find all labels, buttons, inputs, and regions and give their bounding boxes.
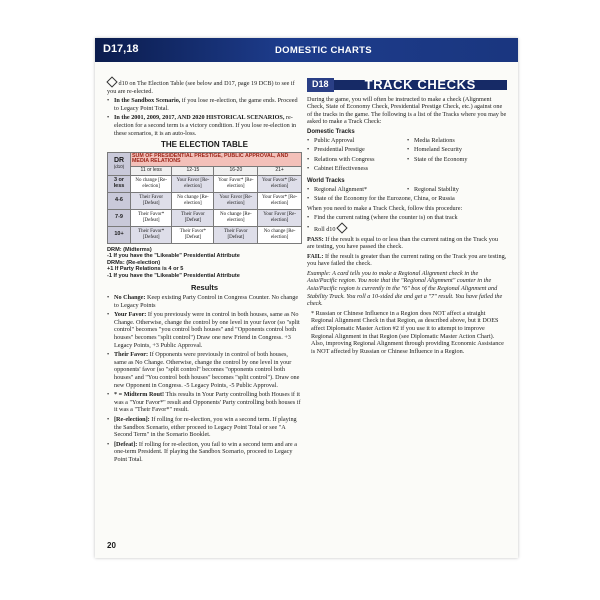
table-cell: Your Favor* [Re-election] (258, 192, 302, 209)
d10-icon (106, 76, 117, 87)
result-text: If rolling for re-election, you fail to win a second term and are a one-term President. If playing the Sandbox Scenario, proceed to Legacy Point Total. (114, 440, 297, 463)
table-cell: Your Favor [Re-election] (258, 209, 302, 226)
procedure-intro: When you need to make a Track Check, follow this procedure: (307, 204, 463, 212)
chart-code: D17,18 (103, 43, 139, 55)
table-cell: No change [Re-election] (172, 192, 214, 209)
column-header: 12-15 (172, 166, 214, 175)
table-cell: Your Favor [Re-election] (214, 192, 258, 209)
results-title: Results (190, 282, 219, 292)
right-column (307, 78, 507, 357)
track-checks-header (307, 78, 507, 92)
table-row (108, 175, 302, 192)
header-banner (95, 38, 518, 62)
track-item: • Relations with Congress (307, 156, 407, 164)
domestic-tracks-label: Domestic Tracks (307, 128, 355, 135)
dr-header: DR (d10) (108, 152, 131, 175)
row-header: 4-6 (108, 192, 131, 209)
result-item (107, 416, 302, 439)
drm-list (107, 247, 302, 280)
bullet-text: re-election for a second term is a victory condition. If you lose re-election in these scenarios, it is an auto-loss. (114, 114, 297, 137)
table-cell: Your Favor* [Re-election] (214, 175, 258, 192)
d10-icon (336, 222, 347, 233)
page-number: 20 (107, 541, 116, 550)
procedure-step (307, 214, 507, 222)
track-item: • Public Approval (307, 137, 407, 145)
left-column (107, 78, 302, 466)
track-item: • Media Relations (407, 137, 507, 145)
track-item: • Presidential Prestige (307, 146, 407, 154)
scenario-bullet (107, 97, 302, 112)
table-cell: No change [Re-election] (131, 175, 172, 192)
row-header: 7-9 (108, 209, 131, 226)
result-label: [Defeat]: (114, 440, 138, 448)
track-item: • Regional Stability (407, 186, 507, 194)
track-item: • Homeland Security (407, 146, 507, 154)
table-row (108, 209, 302, 226)
footnote: * Russian or Chinese Influence in a Region does NOT affect a straight Regional Alignment Check in that Region, as described above, but it DOES affect Diplomatic Master Action #2 if you use it to attempt to improve Regional Alignment in that Region (see Diplomatic Master Action Chart). Also, improving Regional Alignment through providing Economic Assistance is NOT affected by Russian or Chinese Influence in a Region. (311, 309, 504, 355)
table-cell: Your Favor [Re-election] (172, 175, 214, 192)
example-text: Example: A card tells you to make a Regional Alignment check in the Asia/Pacific region. You note that the "Regional Alignment" counter in the Asia/Pacific region is currently in the "6" box of the Regional Alignment and Stability Track. You roll a 10-sided die and get a "7" result. You have failed the check. (307, 269, 503, 308)
result-label: [Re-election]: (114, 416, 150, 423)
result-item (107, 441, 302, 464)
track-list (307, 137, 407, 175)
track-list (307, 186, 407, 196)
fail-rule: FAIL: If the result is greater than the current rating on the Track you are testing, you have failed the check. (307, 252, 507, 268)
world-tracks (307, 186, 507, 196)
table-cell: Their Favor* [Defeat] (131, 226, 172, 243)
election-table (107, 152, 302, 244)
result-label: No Change: (114, 294, 146, 302)
drm-line: DRM: (Midterms) (107, 246, 152, 253)
election-table-title: THE ELECTION TABLE (161, 140, 248, 150)
result-label: Their Favor: (114, 351, 149, 359)
drm-line: -1 If you have the "Likeable" Presidential Attribute (107, 253, 240, 260)
column-header: 11 or less (131, 166, 172, 175)
section-title: TRACK CHECKS (334, 80, 507, 90)
table-cell: Their Favor [Defeat] (214, 226, 258, 243)
procedure-text: Find the current rating (where the counter is) on that track (314, 214, 458, 222)
bullet-bold: In the 2001, 2009, 2017, AND 2020 HISTORICAL SCENARIOS, (114, 114, 285, 122)
table-cell: Your Favor* [Re-election] (258, 175, 302, 192)
result-text: If Opponents were previously in control of both houses, same as No Change. Otherwise, change the control by one level in your opponents' favor (so "split control" becomes "opponents control both houses" and "You control both houses" becomes "split control"). Draw one new Opponent in Congress. -5 Legacy Points, -5 Public Approval. (114, 351, 300, 389)
result-item (107, 294, 302, 309)
track-item: • Cabinet Effectiveness (307, 165, 407, 173)
intro-text: d10 on The Election Table (see below and D17, page 19 DCB) to see if you are re-elected. (107, 78, 302, 95)
result-item (107, 311, 302, 349)
book-page (95, 38, 518, 558)
banner-title: DOMESTIC CHARTS (275, 45, 372, 56)
table-cell: No change [Re-election] (258, 226, 302, 243)
bullet-text: if you lose re-election, the game ends. Proceed to Legacy Point Total. (114, 97, 298, 112)
procedure-text: Roll d10 (314, 225, 336, 233)
world-tracks-label: World Tracks (307, 177, 345, 184)
result-text: This results in Your Party controlling both Houses if it was a "Your Favor*" result and Opponents' Party controlling both houses if it was a "Their Favor*" result. (114, 391, 301, 414)
section-code: D18 (307, 78, 334, 92)
drm-line: +1 If Party Relations is 4 or 5 (107, 266, 184, 273)
track-list (407, 137, 507, 175)
pass-rule: PASS: If the result is equal to or less than the current rating on the Track you are testing, you have passed the check. (307, 235, 498, 251)
table-row (108, 226, 302, 243)
track-list (407, 186, 507, 196)
table-row (108, 192, 302, 209)
result-label: Your Favor: (114, 311, 147, 319)
table-cell: Their Favor [Defeat] (131, 192, 172, 209)
track-item: • Regional Alignment* (307, 186, 407, 194)
results-list (107, 294, 302, 463)
track-intro: During the game, you will often be instructed to make a check (Alignment Check, State of Economy Check, Presidential Prestige Check, etc.) against one of the tracks in the game. The following is a list of the Tracks where you may be asked to make a Track Check: (307, 95, 507, 126)
sum-header: SUM OF PRESIDENTIAL PRESTIGE, PUBLIC APPROVAL, AND MEDIA RELATIONS (131, 152, 302, 166)
column-header: 21+ (258, 166, 302, 175)
result-text: If rolling for re-election, you win a second term. If playing the Sandbox Scenario, either proceed to Legacy Point Total or see "A Second Term" in the Scenario Booklet. (114, 416, 297, 439)
result-item (107, 351, 302, 389)
drm-line: -1 If you have the "Likeable" Presidential Attribute (107, 272, 240, 279)
scenario-bullets (107, 97, 302, 137)
result-text: Keep existing Party Control in Congress Counter. No change to Legacy Points (114, 294, 299, 309)
result-label: * = Midterm Rout! (114, 391, 165, 399)
column-header: 16-20 (214, 166, 258, 175)
table-cell: No change [Re-election] (214, 209, 258, 226)
result-item (107, 391, 302, 414)
row-header: 3 or less (108, 175, 131, 192)
result-text: If you previously were in control in both houses, same as No Change. Otherwise, change the control by one level in your favor (so "split control" becomes "you control both houses" and "Opponents control both houses" becomes "split control") Draw one new Friend in Congress. +3 Legacy Points, +3 Public Approval. (114, 311, 300, 349)
domestic-tracks (307, 137, 507, 175)
procedure-step (307, 224, 507, 234)
table-cell: Their Favor* [Defeat] (172, 226, 214, 243)
procedure-list (307, 214, 507, 233)
scenario-bullet (107, 114, 302, 137)
drm-line: DRMs: (Re-election) (107, 259, 161, 266)
track-item: • State of the Economy (407, 156, 507, 164)
table-cell: Their Favor [Defeat] (172, 209, 214, 226)
row-header: 10+ (108, 226, 131, 243)
bullet-bold: In the Sandbox Scenario, (114, 97, 181, 105)
table-cell: Their Favor* [Defeat] (131, 209, 172, 226)
world-track-extra: • State of the Economy for the Eurozone, China, or Russia (307, 195, 507, 203)
